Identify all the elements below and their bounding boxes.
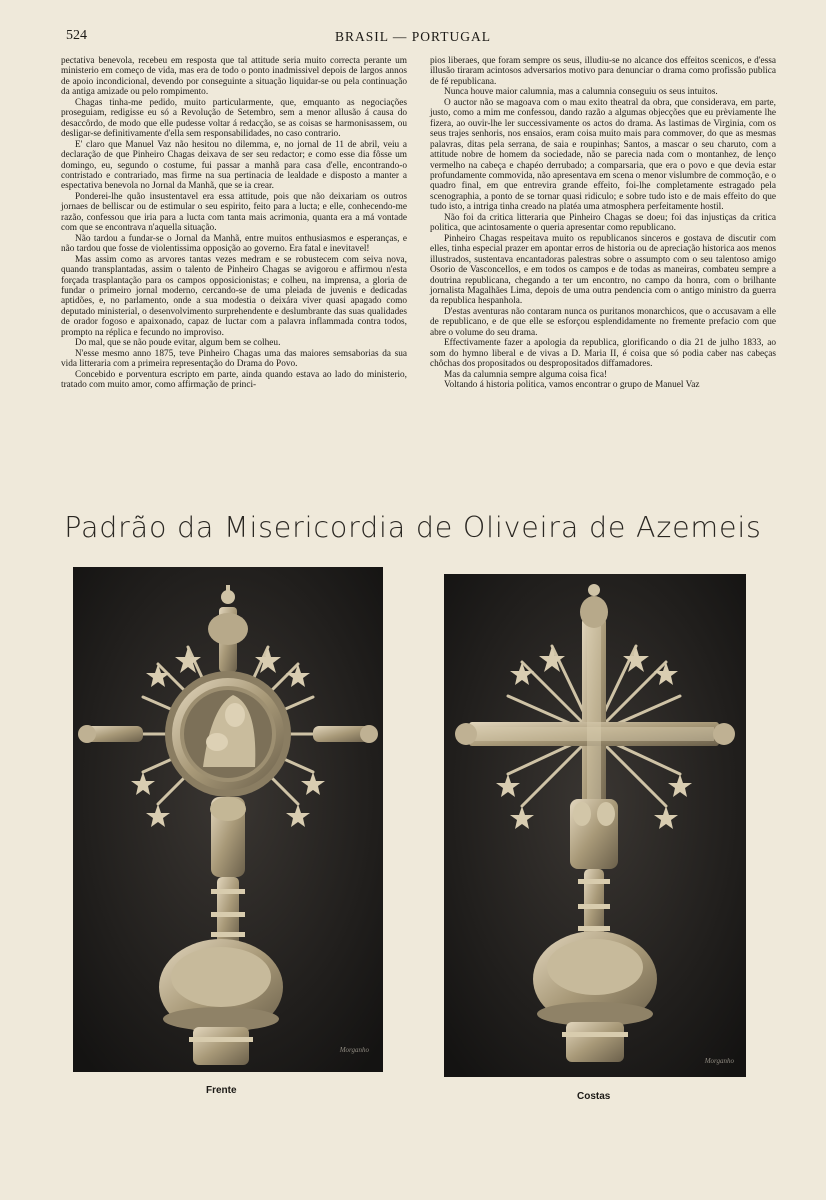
paragraph: Mas assim como as arvores tantas vezes medram e se robustecem com seiva nova, quando transplantadas, assim o talento de Pinheiro Chagas se avigorou e affirmou n'esta forçada trasplantação para os campos opposicionistas; e colheu, na imprensa, a gloria de fundar o primeiro jornal moderno, cercando-se de uma pleiada de juvenis e dedicadas aptidões, e, no parlamento, onde a sua modestia o deixára viver quasi apagado como deputado ministerial, o desenvolvimento surprehendente e deslumbrante das suas qualidades de orador fogoso e apaixonado, capaz de luctar com a palavra inflammada contra todos, prompto na réplica e fecundo no improviso. (61, 254, 407, 338)
photographer-signature: Morganho (339, 1046, 369, 1054)
paragraph: D'estas aventuras não contaram nunca os puritanos monarchicos, que o accusavam a elle de republicano, e de que elle se esforçou esplendidamente no fremente prefacio com que abre o volume do seu drama. (430, 306, 776, 338)
paragraph: O auctor não se magoava com o mau exito theatral da obra, que considerava, em parte, justo, como a mim me confessou, dando razão a algumas objecções que eu prèviamente lhe fizera, ao ouvir-lhe ler successivamente os actos do drama. As lastimas de Virginia, com os seus trajes senhoris, nos ensaios, eram coisa muito mais para commover, do que as mesmas palavras, ditas pela serrana, de saia e roupinhas; Santos, a mascar o seu charuto, com a attitude nobre de homem da sociedade, não se parecia nada com o montanhez, de lenço vermelho na cabeça e chapéo derrubado; a comparsaria, que era o povo e que devia estar profundamente commovida, não apresentava em scena o menor vislumbre de commoção, e o quadro final, em que entrevira grande effeito, foi-lhe completamente estragado pela scenographia, a ponto de se tornar quasi ridiculo; e sobre tudo isto e de mais effeito do que tudo isto, a intriga tinha creado na platéa uma atmosphera perfeitamente hostil. (430, 97, 776, 213)
paragraph: Não tardou a fundar-se o Jornal da Manhã, entre muitos enthusiasmos e esperanças, e não tardou que fosse de violentissima opposição ao governo. Era fatal e inevitavel! (61, 233, 407, 255)
paragraph: Do mal, que se não poude evitar, algum bem se colheu. (75, 338, 281, 349)
section-title: Padrão da Misericordia de Oliveira de Azemeis (64, 511, 762, 544)
figure-caption-front: Frente (206, 1085, 237, 1096)
photographer-signature: Morganho (704, 1057, 734, 1065)
paragraph: Concebido e porventura escripto em parte, ainda quando estava ao lado do ministerio, tratado com muito amor, como affirmação de princi- (61, 369, 407, 391)
paragraph: E' claro que Manuel Vaz não hesitou no dilemma, e, no jornal de 11 de abril, veiu a declaração de que Pinheiro Chagas deixava de ser seu redactor; e como esse dia fôsse um domingo, eu, segundo o costume, fui passar a manhã para casa d'elle, encontrando-o contristado e contrariado, mas firme na sua pertinacia de lealdade e disposto a manter a espectativa benevola no Jornal da Manhã, que se ia crear. (61, 139, 407, 192)
paragraph: Ponderei-lhe quão insustentavel era essa attitude, pois que não deixariam os outros jornaes de belliscar ou de estimular o seu espirito, feito para a lucta; e elle, conhecendo-me razão, confessou que iria para a lucta com tanta mais acrimonia, quanta era a má vontade com que se encontrava n'aquella situação. (61, 191, 407, 234)
page-number: 524 (66, 28, 87, 43)
processional-cross-front-image (73, 567, 383, 1072)
paragraph: Nunca houve maior calumnia, mas a calumnia conseguiu os seus intuitos. (444, 87, 718, 98)
paragraph: Voltando á historia politica, vamos encontrar o grupo de Manuel Vaz (444, 380, 700, 391)
paragraph: Mas da calumnia sempre alguma coisa fica! (444, 369, 608, 380)
text-column-right (430, 56, 776, 391)
paragraph: pios liberaes, que foram sempre os seus, illudiu-se no alcance dos effeitos scenicos, e d'essa illusão tiraram acintosos adversarios motivo para denunciar o drama como profissão publica de fé republicana. (430, 56, 776, 87)
paragraph: Não foi da critica litteraria que Pinheiro Chagas se doeu; foi das injustiças da critica politica, que acintosamente o queria apresentar como republicano. (430, 212, 776, 234)
paragraph: pectativa benevola, recebeu em resposta que tal attitude seria muito correcta perante um ministerio em começo de vida, mas era de todo o ponto inadmissivel depois de largos annos de apoio incondicional, devendo por conseguinte a situação liquidar-se ou pela continuação da antiga amizade ou pelo rompimento. (61, 56, 407, 98)
paragraph: Chagas tinha-me pedido, muito particularmente, que, emquanto as negociações proseguiam, redigisse eu só a Revolução de Setembro, sem a menor allusão á causa do desaccôrdo, de modo que elle pudesse voltar á redacção, se as coisas se harmonisassem, ou desligar-se definitivamente d'ella sem responsabilidades, no caso contrario. (61, 97, 407, 140)
figure-caption-back: Costas (577, 1091, 611, 1102)
paragraph: Effectivamente fazer a apologia da republica, glorificando o dia 21 de julho 1833, ao som do hymno liberal e de vivas a D. Maria II, é coisa que só podia caber nas cabeças chôchas dos propositados ou despropositados diffamadores. (430, 338, 776, 370)
paragraph: Pinheiro Chagas respeitava muito os republicanos sinceros e gostava de discutir com elles, tinha especial prazer em apontar erros de historia ou de apreciação historica aos menos illustrados, sustentava encantadoras palestras sobre o assumpto com o seu talentoso amigo Osorio de Vasconcellos, e em todos os campos e de todas as maneiras, combateu sempre a doutrina republicana, chegando a ter um encontro, no campo da honra, com o brilhante jornalista Magalhães Lima, depois de uma outra pendencia com o antigo ministro da guerra da republica hespanhola. (430, 233, 776, 307)
text-column-left (61, 56, 407, 391)
paragraph: N'esse mesmo anno 1875, teve Pinheiro Chagas uma das maiores semsaborias da sua vida litteraria com a primeira representação do Drama do Povo. (61, 348, 407, 370)
processional-cross-back-image (444, 574, 746, 1077)
photo-back (444, 574, 746, 1077)
photo-front (73, 567, 383, 1072)
running-head: BRASIL — PORTUGAL (335, 29, 491, 44)
